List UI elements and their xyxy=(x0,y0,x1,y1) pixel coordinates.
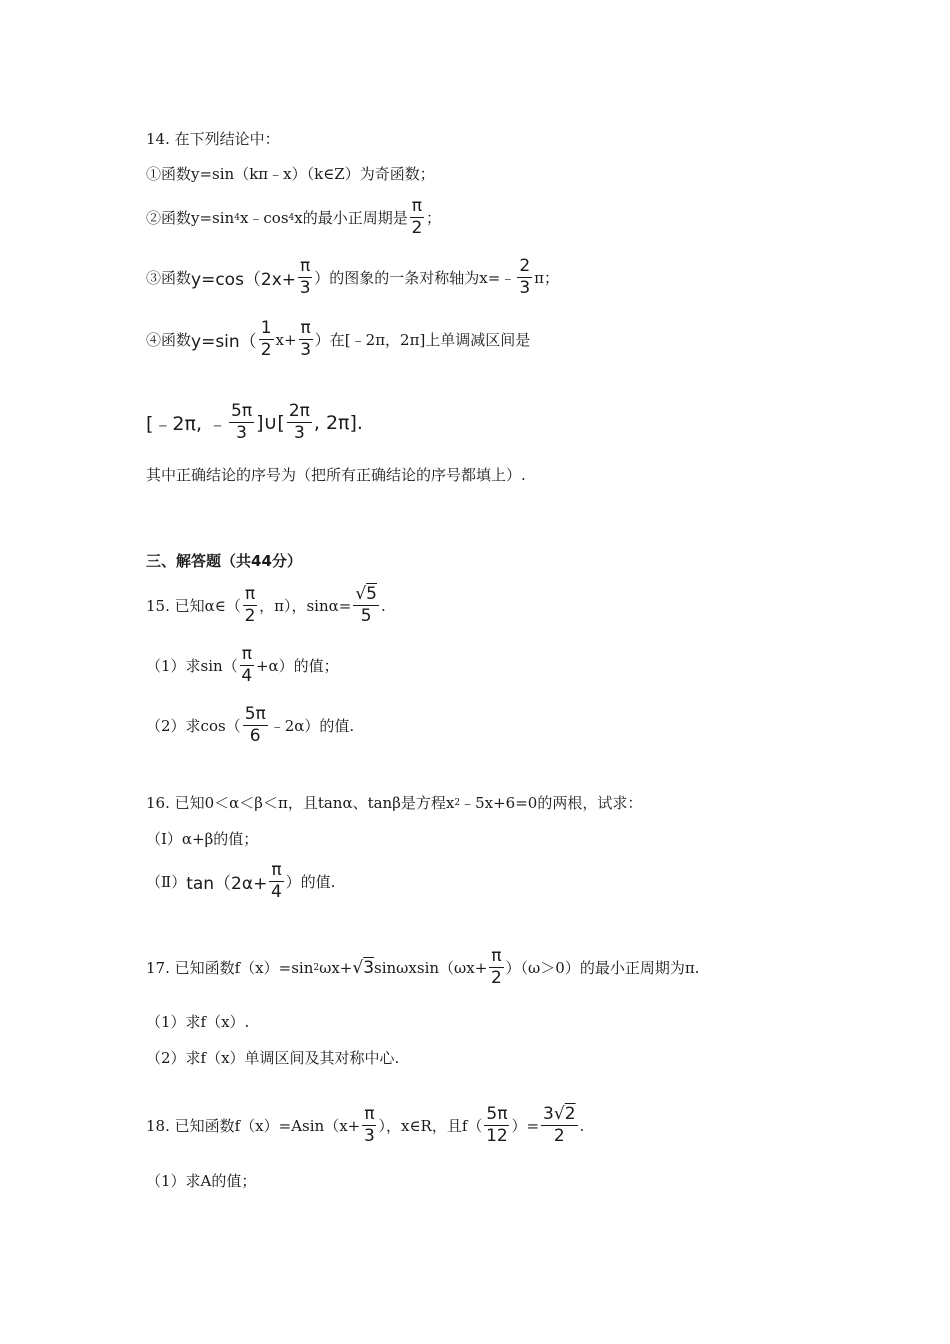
q14-interval-a: [﹣2π, ﹣ xyxy=(146,413,228,435)
q15-p2-a: （2）求cos（ xyxy=(146,717,241,735)
q16-p2-b: ）的值. xyxy=(285,873,336,891)
q17-p1-text: （1）求f（x）. xyxy=(146,1013,250,1031)
q16-sup: 2 xyxy=(454,797,461,808)
q18-fraction3 xyxy=(541,1106,578,1145)
q14-interval-fraction1 xyxy=(229,403,254,442)
fraction-numerator: 2π xyxy=(288,401,310,421)
q14-item2-end: ； xyxy=(425,209,441,227)
fraction-numerator: 2 xyxy=(519,256,531,276)
fraction-numerator: π xyxy=(244,584,256,604)
fraction-numerator: π xyxy=(411,196,422,216)
fraction-numerator: π xyxy=(271,860,282,880)
q14-item4 xyxy=(146,320,530,359)
q18-d: . xyxy=(579,1116,585,1135)
q17-d: ）（ω＞0）的最小正周期为π. xyxy=(505,959,700,977)
q17-part2 xyxy=(146,1047,399,1068)
q16-p2-fn: tan（2α+ xyxy=(186,874,268,894)
q14-interval-fraction2 xyxy=(287,403,312,442)
coefficient: 3 xyxy=(543,1104,554,1124)
section-title xyxy=(146,550,302,571)
q16-p1-text: （Ⅰ）α+β的值； xyxy=(146,830,259,848)
q18-stem xyxy=(146,1106,584,1145)
q17-sqrt xyxy=(352,958,374,978)
fraction-denominator: 4 xyxy=(271,882,282,902)
q14-item1 xyxy=(146,163,435,184)
q16-part1 xyxy=(146,828,258,849)
q18-a: 18. 已知函数f（x）=Asin（x+ xyxy=(146,1117,361,1135)
fraction-denominator: 3 xyxy=(236,423,247,443)
q14-item2-fraction xyxy=(410,198,424,237)
q14-item3-a: ③函数 xyxy=(146,269,192,287)
section-title-text: 三、解答题（共44分） xyxy=(146,552,302,570)
q17-stem xyxy=(146,948,699,987)
q16-a: 16. 已知0＜α＜β＜π，且tanα、tanβ是方程x xyxy=(146,794,455,812)
q17-c: sinωxsin（ωx+ xyxy=(374,959,488,977)
q16-p2-a: （Ⅱ） xyxy=(146,873,187,891)
q15-part1 xyxy=(146,646,339,685)
q17-sup: 2 xyxy=(313,962,320,973)
fraction-denominator: 3 xyxy=(363,1126,375,1146)
q14-item4-mid: x+ xyxy=(275,330,297,349)
sqrt-icon: √ xyxy=(352,957,364,978)
q14-item2-sup1: 4 xyxy=(234,212,240,223)
q14-item1-text: ①函数y=sin（kπ﹣x）（k∈Z）为奇函数； xyxy=(146,165,435,183)
fraction-numerator xyxy=(353,586,379,606)
fraction-numerator: 5π xyxy=(231,401,253,421)
fraction-numerator: 5π xyxy=(244,704,266,724)
q15-fraction1 xyxy=(243,586,257,625)
fraction-denominator: 3 xyxy=(300,340,312,360)
fraction-denominator: 2 xyxy=(491,968,502,988)
q14-item2-c: x的最小正周期是 xyxy=(294,209,408,227)
sqrt-icon: √ xyxy=(355,584,367,604)
fraction-denominator: 3 xyxy=(299,278,311,298)
q14-item4-fraction2 xyxy=(299,320,313,359)
q14-ask-text: 其中正确结论的序号为（把所有正确结论的序号都填上）. xyxy=(146,466,526,484)
fraction-denominator: 3 xyxy=(519,278,531,298)
fraction-denominator: 3 xyxy=(293,423,305,443)
fraction-numerator: π xyxy=(300,318,311,338)
fraction-numerator: π xyxy=(364,1104,375,1124)
q15-a: 15. 已知α∈（ xyxy=(146,597,241,615)
fraction-denominator: 2 xyxy=(553,1126,565,1146)
q14-item4-fraction1 xyxy=(259,320,274,359)
fraction-denominator: 4 xyxy=(241,666,253,686)
q15-p1-fraction xyxy=(240,646,254,685)
fraction-numerator: 5π xyxy=(486,1104,508,1124)
q18-fraction2 xyxy=(484,1106,509,1145)
q18-b: ），x∈R，且f（ xyxy=(378,1117,483,1135)
q18-part1 xyxy=(146,1170,256,1191)
q16-b: ﹣5x+6=0的两根，试求： xyxy=(460,794,643,812)
q14-item2-a: ②函数y=sin xyxy=(146,209,235,227)
q15-stem xyxy=(146,586,386,625)
q14-item3-fraction2 xyxy=(517,258,532,297)
q18-c: ）= xyxy=(511,1117,540,1135)
radicand: 3 xyxy=(363,957,375,978)
q15-p2-fraction xyxy=(243,706,268,745)
q15-end: . xyxy=(381,596,386,615)
fraction-denominator: 2 xyxy=(244,606,256,626)
radicand: 2 xyxy=(564,1104,576,1124)
fraction-numerator: 1 xyxy=(260,318,272,338)
q18-p1-text: （1）求A的值； xyxy=(146,1172,257,1190)
fraction-numerator: π xyxy=(491,946,502,966)
fraction-denominator: 6 xyxy=(249,726,261,746)
fraction-denominator: 12 xyxy=(486,1126,508,1146)
fraction-numerator: π xyxy=(241,644,252,664)
q14-item3-c: π； xyxy=(534,269,560,287)
q16-p2-fraction xyxy=(269,862,283,901)
q14-interval-c: , 2π]. xyxy=(313,411,363,434)
q14-stem xyxy=(146,128,280,149)
q14-item3-fraction xyxy=(298,258,312,297)
q17-part1 xyxy=(146,1011,249,1032)
fraction-denominator: 2 xyxy=(260,340,272,360)
q17-a: 17. 已知函数f（x）=sin xyxy=(146,959,314,977)
q14-item3 xyxy=(146,258,559,297)
q15-b: ，π），sinα= xyxy=(259,597,352,615)
q14-item3-b: ）的图象的一条对称轴为x=﹣ xyxy=(314,269,516,287)
sqrt-icon: √ xyxy=(553,1104,565,1124)
q15-p1-a: （1）求sin（ xyxy=(146,657,238,675)
q15-p1-b: +α）的值； xyxy=(255,657,339,675)
fraction-numerator xyxy=(541,1106,578,1126)
q14-item3-fn: y=cos（2x+ xyxy=(191,270,297,290)
q15-p2-b: ﹣2α）的值. xyxy=(269,717,355,735)
q14-item4-fn: y=sin（ xyxy=(191,332,257,352)
q15-part2 xyxy=(146,706,354,745)
q14-item2 xyxy=(146,198,441,237)
q14-interval xyxy=(146,403,363,442)
fraction-denominator: 5 xyxy=(360,606,372,626)
radicand: 5 xyxy=(366,584,377,604)
fraction-numerator: π xyxy=(300,256,311,276)
q14-stem-text: 14. 在下列结论中： xyxy=(146,130,280,148)
q14-item2-b: x﹣cos xyxy=(239,209,289,227)
q16-stem xyxy=(146,792,642,813)
q14-interval-b: ]∪[ xyxy=(256,411,285,434)
fraction-denominator: 2 xyxy=(411,218,423,238)
q14-item2-sup2: 4 xyxy=(288,212,295,223)
q17-b: ωx+ xyxy=(319,958,353,977)
q17-p2-text: （2）求f（x）单调区间及其对称中心. xyxy=(146,1049,400,1067)
q16-part2 xyxy=(146,862,335,901)
q14-item4-a: ④函数 xyxy=(146,331,192,349)
q15-fraction2 xyxy=(353,586,379,625)
q18-fraction1 xyxy=(362,1106,376,1145)
q14-item4-b: ）在[﹣2π，2π]上单调减区间是 xyxy=(314,331,531,349)
q17-fraction xyxy=(489,948,503,987)
q14-ask xyxy=(146,464,526,485)
